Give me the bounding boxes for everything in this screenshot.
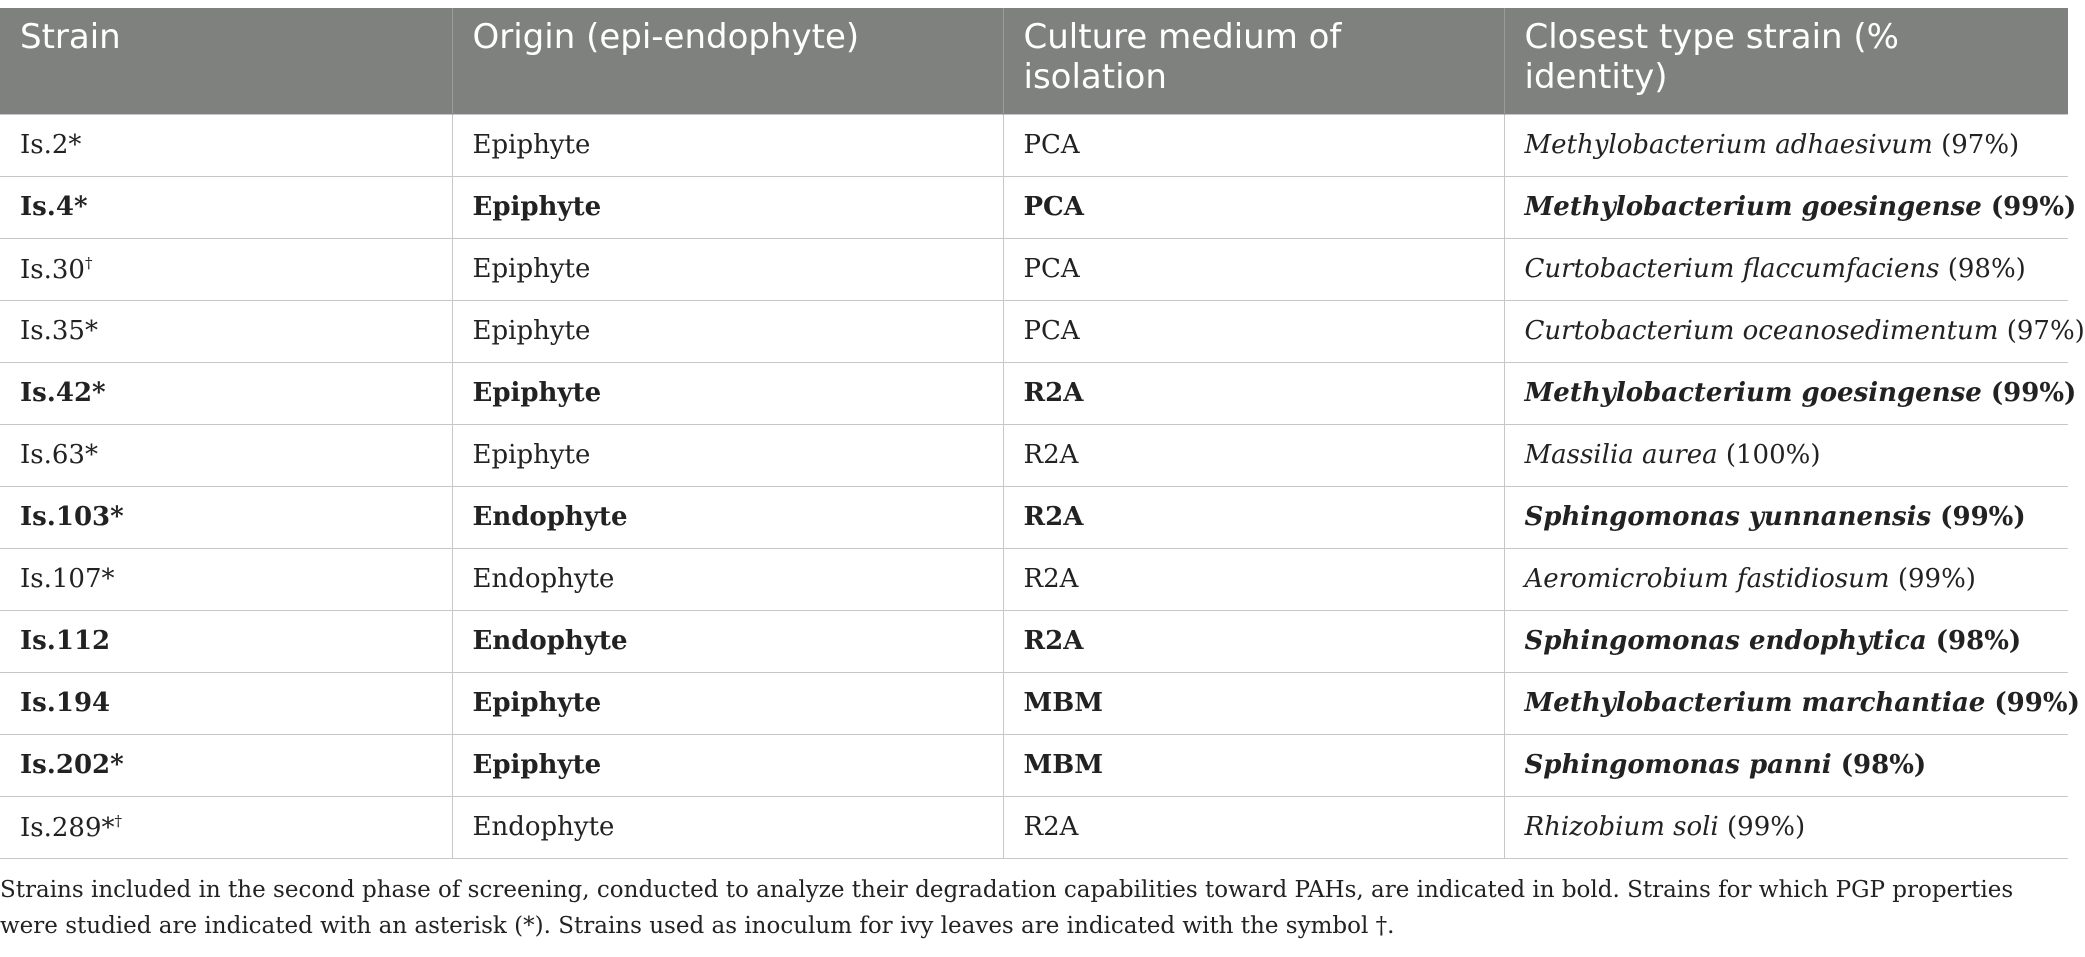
cell-strain: [0, 610, 452, 672]
table-row: [0, 114, 2068, 176]
table-row: [0, 424, 2068, 486]
strain-id: Is.42: [20, 378, 93, 408]
table-row: [0, 610, 2068, 672]
strain-id: Is.194: [20, 688, 111, 718]
strain-id: Is.63: [20, 440, 85, 470]
species-name: Curtobacterium oceanosedimentum: [1524, 316, 1999, 346]
species-name: Methylobacterium marchantiae: [1524, 688, 1986, 718]
species-name: Aeromicrobium fastidiosum: [1524, 564, 1890, 594]
cell-strain: [0, 238, 452, 300]
cell-origin: Epiphyte: [452, 672, 1003, 734]
cell-origin: Epiphyte: [452, 176, 1003, 238]
cell-culture-medium: R2A: [1003, 362, 1504, 424]
strain-marks: *: [84, 316, 98, 346]
identity-percent: (97%): [1998, 316, 2085, 346]
cell-closest-type-strain: [1504, 238, 2068, 300]
cell-culture-medium: PCA: [1003, 238, 1504, 300]
cell-strain: [0, 362, 452, 424]
strain-marks: *: [110, 502, 124, 532]
species-name: Sphingomonas yunnanensis: [1524, 502, 1932, 532]
cell-closest-type-strain: [1504, 114, 2068, 176]
cell-culture-medium: R2A: [1003, 486, 1504, 548]
cell-origin: Endophyte: [452, 486, 1003, 548]
cell-closest-type-strain: [1504, 796, 2068, 858]
cell-culture-medium: MBM: [1003, 672, 1504, 734]
identity-percent: (99%): [1981, 378, 2077, 408]
identity-percent: (97%): [1932, 130, 2020, 160]
cell-culture-medium: PCA: [1003, 176, 1504, 238]
cell-origin: Endophyte: [452, 548, 1003, 610]
cell-origin: Endophyte: [452, 796, 1003, 858]
strain-id: Is.107: [20, 564, 102, 594]
table-footnote: Strains included in the second phase of screening, conducted to analyze their degradation capabilities toward PAHs, are indicated in bold. Strains for which PGP properties were studied are indicated with an asterisk (*). Strains used as inoculum for ivy leaves are indicated with the symbol †.: [0, 877, 2014, 939]
cell-closest-type-strain: [1504, 610, 2068, 672]
cell-closest-type-strain: [1504, 424, 2068, 486]
strain-id: Is.2: [20, 130, 69, 160]
cell-strain: [0, 300, 452, 362]
cell-strain: [0, 486, 452, 548]
identity-percent: (100%): [1717, 440, 1821, 470]
header-row: [0, 8, 2068, 114]
strain-id: Is.35: [20, 316, 85, 346]
strain-id: Is.289: [20, 812, 102, 843]
species-name: Sphingomonas panni: [1524, 750, 1832, 780]
cell-closest-type-strain: [1504, 734, 2068, 796]
cell-culture-medium: MBM: [1003, 734, 1504, 796]
table-row: [0, 734, 2068, 796]
header-origin: Origin (epi-endophyte): [452, 8, 1003, 114]
cell-origin: Endophyte: [452, 610, 1003, 672]
cell-origin: Epiphyte: [452, 114, 1003, 176]
table-row: [0, 300, 2068, 362]
species-name: Curtobacterium flaccumfaciens: [1524, 254, 1940, 284]
cell-culture-medium: R2A: [1003, 424, 1504, 486]
identity-percent: (98%): [1926, 626, 2022, 656]
cell-strain: [0, 114, 452, 176]
cell-closest-type-strain: [1504, 300, 2085, 362]
species-name: Sphingomonas endophytica: [1524, 626, 1927, 656]
cell-strain: [0, 176, 452, 238]
identity-percent: (99%): [1718, 812, 1806, 842]
strain-id: Is.202: [20, 750, 111, 780]
cell-closest-type-strain: [1504, 176, 2077, 238]
species-name: Methylobacterium goesingense: [1524, 378, 1982, 408]
cell-culture-medium: R2A: [1003, 610, 1504, 672]
species-name: Massilia aurea: [1524, 440, 1718, 470]
cell-strain: [0, 796, 452, 858]
cell-strain: [0, 734, 452, 796]
strain-table-container: [0, 8, 2085, 859]
cell-strain: [0, 672, 452, 734]
table-row: [0, 238, 2068, 300]
header-closest-type-strain: Closest type strain (% identity): [1504, 8, 2068, 114]
strain-marks: *: [92, 378, 106, 408]
species-name: Rhizobium soli: [1524, 812, 1719, 842]
strain-marks: *†: [101, 811, 123, 843]
header-culture-medium: Culture medium of isolation: [1003, 8, 1504, 114]
cell-strain: [0, 424, 452, 486]
table-body: [0, 114, 2085, 858]
strain-marks: †: [84, 253, 93, 272]
strain-id: Is.103: [20, 502, 111, 532]
table-row: [0, 176, 2068, 238]
identity-percent: (99%): [1931, 502, 2026, 532]
strain-table: [0, 8, 2085, 859]
strain-marks: *: [73, 192, 88, 222]
table-row: [0, 486, 2068, 548]
table-row: [0, 672, 2068, 734]
strain-marks: *: [110, 750, 124, 780]
header-strain: Strain: [0, 8, 452, 114]
species-name: Methylobacterium goesingense: [1524, 192, 1982, 222]
identity-percent: (99%): [1981, 192, 2077, 222]
strain-marks: *: [101, 564, 115, 594]
identity-percent: (99%): [1889, 564, 1976, 594]
cell-culture-medium: PCA: [1003, 300, 1504, 362]
cell-origin: Epiphyte: [452, 300, 1003, 362]
cell-origin: Epiphyte: [452, 734, 1003, 796]
cell-closest-type-strain: [1504, 672, 2080, 734]
cell-origin: Epiphyte: [452, 424, 1003, 486]
cell-closest-type-strain: [1504, 486, 2068, 548]
identity-percent: (99%): [1985, 688, 2080, 718]
table-row: [0, 362, 2068, 424]
table-row: [0, 548, 2068, 610]
cell-culture-medium: R2A: [1003, 548, 1504, 610]
strain-id: Is.112: [20, 626, 111, 656]
identity-percent: (98%): [1831, 750, 1927, 780]
cell-culture-medium: R2A: [1003, 796, 1504, 858]
identity-percent: (98%): [1939, 254, 2026, 284]
cell-closest-type-strain: [1504, 548, 2068, 610]
strain-marks: *: [68, 130, 82, 160]
strain-id: Is.4: [20, 192, 74, 222]
species-name: Methylobacterium adhaesivum: [1524, 130, 1933, 160]
strain-id: Is.30: [20, 254, 85, 285]
cell-origin: Epiphyte: [452, 362, 1003, 424]
cell-closest-type-strain: [1504, 362, 2077, 424]
cell-culture-medium: PCA: [1003, 114, 1504, 176]
cell-strain: [0, 548, 452, 610]
table-row: [0, 796, 2068, 858]
cell-origin: Epiphyte: [452, 238, 1003, 300]
strain-marks: *: [84, 440, 98, 470]
